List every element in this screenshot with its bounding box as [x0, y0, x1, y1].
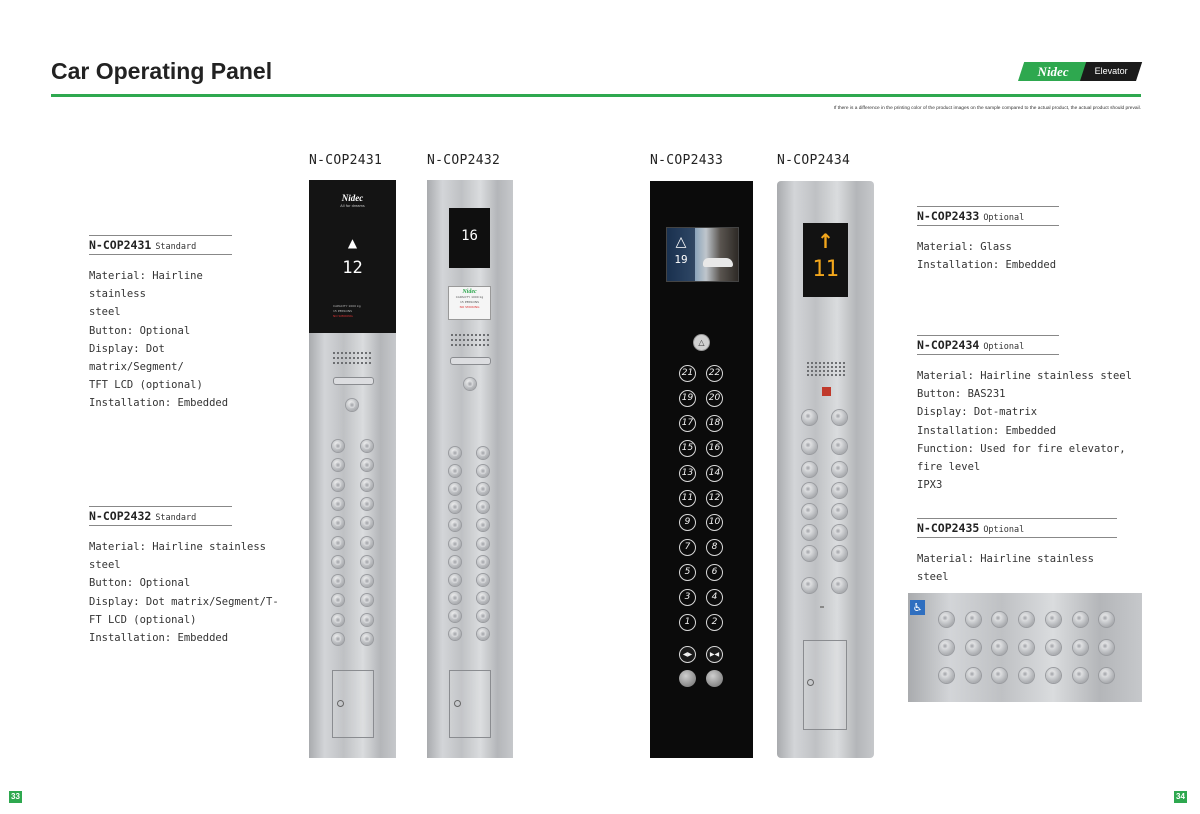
- sensor-bar: [450, 357, 491, 365]
- floor-button[interactable]: [832, 410, 847, 425]
- floor-button[interactable]: [1019, 640, 1034, 655]
- disclaimer: If there is a difference in the printing color of the product images on the sample compared to the actual product, the actual product should prevail.: [833, 106, 1141, 111]
- floor-button[interactable]: [332, 633, 344, 645]
- floor-button[interactable]: [802, 410, 817, 425]
- floor-button[interactable]: [802, 439, 817, 454]
- sensor-dot: [820, 606, 824, 608]
- key-switch[interactable]: [706, 670, 723, 687]
- grille-dot: [831, 366, 833, 368]
- floor-button[interactable]: [477, 483, 489, 495]
- spec-line: Installation: Embedded: [917, 424, 1057, 437]
- floor-button[interactable]: [361, 594, 373, 606]
- floor-button[interactable]: [832, 439, 847, 454]
- floor-button[interactable]: [477, 447, 489, 459]
- dot-matrix-display: [803, 223, 848, 297]
- floor-button[interactable]: 3: [679, 589, 696, 606]
- grille-dot: [361, 357, 363, 359]
- floor-button[interactable]: [477, 628, 489, 640]
- floor-button[interactable]: [332, 614, 344, 626]
- grille-dot: [337, 362, 339, 364]
- grille-dot: [807, 366, 809, 368]
- floor-button[interactable]: [477, 538, 489, 550]
- grille-dot: [823, 370, 825, 372]
- page-number-left: 33: [9, 791, 22, 803]
- floor-button[interactable]: [832, 504, 847, 519]
- panel-cop2434: [777, 181, 874, 758]
- grille-dot: [365, 362, 367, 364]
- grille-dot: [361, 352, 363, 354]
- grille-dot: [341, 357, 343, 359]
- floor-button[interactable]: [332, 537, 344, 549]
- keyhole-icon: [807, 679, 814, 686]
- floor-button[interactable]: 18: [706, 415, 723, 432]
- grille-dot: [349, 357, 351, 359]
- floor-button[interactable]: [332, 556, 344, 568]
- spec-kind: Standard: [155, 242, 197, 252]
- page-title: Car Operating Panel: [51, 58, 273, 84]
- floor-button[interactable]: [992, 640, 1007, 655]
- floor-button[interactable]: [361, 479, 373, 491]
- floor-button[interactable]: 8: [706, 539, 723, 556]
- grille-dot: [827, 362, 829, 364]
- direction-arrow-icon: △: [675, 234, 687, 250]
- grille-dot: [815, 366, 817, 368]
- grille-dot: [827, 370, 829, 372]
- grille-dot: [451, 339, 453, 341]
- grille-dot: [369, 362, 371, 364]
- spec-line: Material: Hairline stainless steel: [917, 370, 1132, 382]
- floor-button[interactable]: [992, 612, 1007, 627]
- grille-dot: [479, 339, 481, 341]
- floor-button[interactable]: [332, 594, 344, 606]
- panel-cop2435: [908, 593, 1142, 702]
- floor-button[interactable]: 22: [706, 365, 723, 382]
- spec-kind: Standard: [155, 513, 197, 523]
- tft-lcd-display: [666, 227, 739, 282]
- spec-line: Material: Hairline stainless steel: [917, 553, 1095, 584]
- grille-dot: [451, 334, 453, 336]
- floor-button[interactable]: [449, 556, 461, 568]
- spec-line: Installation: Embedded: [89, 397, 229, 410]
- model-label-2431: N-COP2431: [309, 153, 383, 168]
- spec-line: IPX3: [917, 479, 943, 492]
- service-cabinet: [803, 640, 847, 730]
- floor-indicator: 16: [461, 228, 478, 244]
- spec-line: Function: Used for fire elevator, fire level: [917, 442, 1126, 474]
- floor-button[interactable]: [802, 462, 817, 477]
- floor-button[interactable]: [361, 517, 373, 529]
- grille-dot: [827, 366, 829, 368]
- floor-button[interactable]: 11: [679, 490, 696, 507]
- nidec-logo: Nidec: [1018, 62, 1088, 81]
- floor-button[interactable]: [1019, 612, 1034, 627]
- panel-cop2433: [650, 181, 753, 758]
- grille-dot: [475, 344, 477, 346]
- grille-dot: [455, 334, 457, 336]
- spec-2434: [917, 335, 1132, 494]
- floor-button[interactable]: 9: [679, 514, 696, 531]
- grille-dot: [467, 334, 469, 336]
- floor-button[interactable]: [449, 538, 461, 550]
- grille-dot: [357, 362, 359, 364]
- spec-2432: [89, 506, 279, 647]
- spec-name: N-COP2433: [917, 209, 980, 223]
- sensor-bar: [333, 377, 374, 385]
- grille-dot: [475, 334, 477, 336]
- floor-button[interactable]: [1099, 668, 1114, 683]
- grille-dot: [349, 362, 351, 364]
- grille-dot: [827, 374, 829, 376]
- service-cabinet: [332, 670, 374, 738]
- grille-dot: [835, 366, 837, 368]
- floor-button[interactable]: [477, 592, 489, 604]
- grille-dot: [349, 352, 351, 354]
- direction-arrow-icon: ▲: [347, 236, 358, 250]
- grille-dot: [843, 362, 845, 364]
- floor-button[interactable]: [449, 610, 461, 622]
- floor-button[interactable]: [361, 498, 373, 510]
- grille-dot: [463, 334, 465, 336]
- grille-dot: [365, 352, 367, 354]
- grille-dot: [807, 370, 809, 372]
- floor-button[interactable]: 17: [679, 415, 696, 432]
- spec-line: Material: Glass: [917, 241, 1012, 253]
- grille-dot: [369, 357, 371, 359]
- floor-button[interactable]: [939, 640, 954, 655]
- lcd-info-strip: [667, 228, 695, 281]
- display-glass: [309, 180, 396, 333]
- floor-button[interactable]: [361, 614, 373, 626]
- grille-dot: [353, 357, 355, 359]
- floor-button[interactable]: [832, 462, 847, 477]
- grille-dot: [341, 352, 343, 354]
- grille-dot: [843, 374, 845, 376]
- grille-dot: [839, 370, 841, 372]
- floor-button[interactable]: [477, 610, 489, 622]
- grille-dot: [819, 362, 821, 364]
- grille-dot: [455, 344, 457, 346]
- floor-button[interactable]: [1099, 612, 1114, 627]
- service-cabinet: [449, 670, 491, 738]
- keyhole-icon: [454, 700, 461, 707]
- spec-line: Installation: Embedded: [917, 259, 1057, 272]
- grille-dot: [455, 339, 457, 341]
- grille-dot: [459, 344, 461, 346]
- spec-kind: Optional: [983, 525, 1025, 535]
- model-label-2434: N-COP2434: [777, 153, 851, 168]
- grille-dot: [487, 344, 489, 346]
- floor-button[interactable]: [802, 525, 817, 540]
- floor-indicator: 12: [342, 258, 363, 278]
- key-switch[interactable]: [679, 670, 696, 687]
- floor-button[interactable]: [832, 546, 847, 561]
- floor-button[interactable]: 1: [679, 614, 696, 631]
- grille-dot: [337, 357, 339, 359]
- floor-button[interactable]: [332, 517, 344, 529]
- floor-button[interactable]: [477, 556, 489, 568]
- grille-dot: [831, 362, 833, 364]
- floor-button[interactable]: [449, 519, 461, 531]
- display-window: [449, 208, 490, 268]
- spec-name: N-COP2432: [89, 509, 152, 523]
- floor-button[interactable]: 21: [679, 365, 696, 382]
- floor-button[interactable]: 6: [706, 564, 723, 581]
- floor-button[interactable]: 4: [706, 589, 723, 606]
- floor-button[interactable]: 14: [706, 465, 723, 482]
- speaker-grille: [451, 334, 491, 348]
- grille-dot: [451, 344, 453, 346]
- floor-button[interactable]: [332, 575, 344, 587]
- spec-line: FT LCD (optional): [89, 613, 197, 626]
- door-open-button[interactable]: ◀▶: [679, 646, 696, 663]
- grille-dot: [811, 370, 813, 372]
- floor-button[interactable]: [802, 578, 817, 593]
- grille-dot: [479, 344, 481, 346]
- grille-dot: [345, 352, 347, 354]
- spec-line: Material: Hairline stainless: [89, 270, 203, 301]
- floor-button[interactable]: [802, 546, 817, 561]
- grille-dot: [337, 352, 339, 354]
- grille-dot: [479, 334, 481, 336]
- floor-button[interactable]: [832, 578, 847, 593]
- grille-dot: [811, 362, 813, 364]
- grille-dot: [487, 339, 489, 341]
- floor-button[interactable]: [832, 525, 847, 540]
- grille-dot: [333, 362, 335, 364]
- floor-button[interactable]: [361, 440, 373, 452]
- grille-dot: [471, 344, 473, 346]
- floor-button[interactable]: [332, 459, 344, 471]
- grille-dot: [819, 370, 821, 372]
- plate-logo: Nidec: [462, 289, 477, 295]
- floor-button[interactable]: [449, 465, 461, 477]
- floor-button[interactable]: 13: [679, 465, 696, 482]
- direction-arrow-icon: ↑: [817, 229, 834, 253]
- grille-dot: [369, 352, 371, 354]
- grille-dot: [345, 362, 347, 364]
- floor-button[interactable]: [966, 668, 981, 683]
- grille-dot: [357, 352, 359, 354]
- spec-line: Display: Dot matrix/Segment/: [89, 342, 184, 374]
- grille-dot: [361, 362, 363, 364]
- spec-2433: [917, 206, 1059, 274]
- grille-dot: [471, 334, 473, 336]
- page-number-right: 34: [1174, 791, 1187, 803]
- grille-dot: [819, 366, 821, 368]
- floor-button[interactable]: 20: [706, 390, 723, 407]
- floor-button[interactable]: [361, 556, 373, 568]
- floor-button[interactable]: [449, 447, 461, 459]
- spec-line: Material: Hairline stainless steel: [89, 541, 267, 572]
- panel-cop2431: [309, 180, 396, 758]
- grille-dot: [365, 357, 367, 359]
- grille-dot: [815, 370, 817, 372]
- grille-dot: [463, 339, 465, 341]
- grille-dot: [831, 370, 833, 372]
- grille-dot: [835, 362, 837, 364]
- floor-button[interactable]: [449, 592, 461, 604]
- floor-button[interactable]: [1046, 668, 1061, 683]
- grille-dot: [839, 366, 841, 368]
- floor-button[interactable]: [939, 668, 954, 683]
- floor-button[interactable]: [361, 459, 373, 471]
- door-close-button[interactable]: ▶◀: [706, 646, 723, 663]
- spec-2431: [89, 235, 232, 413]
- floor-button[interactable]: 5: [679, 564, 696, 581]
- spec-name: N-COP2435: [917, 521, 980, 535]
- grille-dot: [333, 357, 335, 359]
- grille-dot: [345, 357, 347, 359]
- call-button[interactable]: [346, 399, 358, 411]
- floor-button[interactable]: [992, 668, 1007, 683]
- floor-button[interactable]: 2: [706, 614, 723, 631]
- floor-button[interactable]: [802, 483, 817, 498]
- grille-dot: [811, 374, 813, 376]
- floor-button[interactable]: [1046, 640, 1061, 655]
- spec-line: Display: Dot-matrix: [917, 406, 1038, 419]
- floor-button[interactable]: [361, 537, 373, 549]
- floor-button[interactable]: [449, 483, 461, 495]
- floor-button[interactable]: [477, 519, 489, 531]
- capacity-plate: CAPACITY 1000 kg 15 PERSONS NO SMOKING: [333, 304, 361, 318]
- grille-dot: [835, 374, 837, 376]
- floor-button[interactable]: [1073, 640, 1088, 655]
- spec-name: N-COP2434: [917, 338, 980, 352]
- grille-dot: [835, 370, 837, 372]
- grille-dot: [467, 344, 469, 346]
- grille-dot: [823, 362, 825, 364]
- floor-indicator: 19: [674, 253, 688, 266]
- grille-dot: [333, 352, 335, 354]
- floor-button[interactable]: 7: [679, 539, 696, 556]
- model-label-2433: N-COP2433: [650, 153, 724, 168]
- floor-button[interactable]: [477, 574, 489, 586]
- spec-line: Installation: Embedded: [89, 632, 229, 645]
- panel-cop2432: [427, 180, 513, 758]
- spec-line: Button: Optional: [89, 324, 191, 337]
- model-label-2432: N-COP2432: [427, 153, 501, 168]
- floor-button[interactable]: 16: [706, 440, 723, 457]
- speaker-grille: [807, 362, 847, 376]
- grille-dot: [815, 362, 817, 364]
- spec-line: Display: Dot matrix/Segment/T-: [89, 595, 279, 608]
- grille-dot: [831, 374, 833, 376]
- grille-dot: [839, 374, 841, 376]
- floor-button[interactable]: [477, 501, 489, 513]
- grille-dot: [823, 374, 825, 376]
- brand-tag: Elevator: [1080, 62, 1142, 81]
- panel-logo: Nidec: [341, 193, 364, 203]
- floor-button[interactable]: [1073, 612, 1088, 627]
- floor-button[interactable]: [361, 633, 373, 645]
- floor-button[interactable]: [361, 575, 373, 587]
- floor-button[interactable]: [802, 504, 817, 519]
- grille-dot: [341, 362, 343, 364]
- spec-line: Button: Optional: [89, 577, 191, 590]
- speaker-grille: [333, 352, 373, 366]
- floor-button[interactable]: [939, 612, 954, 627]
- spec-line: steel: [89, 306, 121, 319]
- grille-dot: [843, 366, 845, 368]
- grille-dot: [459, 334, 461, 336]
- floor-button[interactable]: [449, 628, 461, 640]
- grille-dot: [843, 370, 845, 372]
- grille-dot: [483, 339, 485, 341]
- grille-dot: [823, 366, 825, 368]
- grille-dot: [475, 339, 477, 341]
- floor-button[interactable]: [966, 612, 981, 627]
- floor-button[interactable]: [966, 640, 981, 655]
- floor-button[interactable]: [477, 465, 489, 477]
- floor-button[interactable]: [1019, 668, 1034, 683]
- floor-button[interactable]: 10: [706, 514, 723, 531]
- floor-button[interactable]: [332, 440, 344, 452]
- grille-dot: [353, 352, 355, 354]
- grille-dot: [357, 357, 359, 359]
- grille-dot: [807, 374, 809, 376]
- spec-kind: Optional: [983, 342, 1025, 352]
- floor-button[interactable]: 12: [706, 490, 723, 507]
- floor-button[interactable]: [832, 483, 847, 498]
- alarm-bell-button[interactable]: △: [693, 334, 710, 351]
- grille-dot: [483, 344, 485, 346]
- floor-button[interactable]: 19: [679, 390, 696, 407]
- fire-icon: [822, 387, 831, 396]
- floor-button[interactable]: [1046, 612, 1061, 627]
- panel-slogan: All for dreams: [340, 204, 365, 208]
- brand-badge: [1018, 62, 1140, 81]
- grille-dot: [353, 362, 355, 364]
- grille-dot: [815, 374, 817, 376]
- spec-line: Button: BAS231: [917, 388, 1006, 401]
- floor-button[interactable]: 15: [679, 440, 696, 457]
- grille-dot: [483, 334, 485, 336]
- floor-button[interactable]: [449, 574, 461, 586]
- keyhole-icon: [337, 700, 344, 707]
- car-image: [703, 258, 733, 267]
- spec-2435: [917, 518, 1117, 586]
- spec-line: TFT LCD (optional): [89, 379, 203, 392]
- call-button[interactable]: [464, 378, 476, 390]
- grille-dot: [487, 334, 489, 336]
- header-rule: [51, 94, 1141, 97]
- grille-dot: [463, 344, 465, 346]
- floor-button[interactable]: [332, 498, 344, 510]
- grille-dot: [467, 339, 469, 341]
- grille-dot: [839, 362, 841, 364]
- floor-button[interactable]: [1073, 668, 1088, 683]
- grille-dot: [807, 362, 809, 364]
- floor-indicator: 11: [812, 257, 839, 282]
- grille-dot: [811, 366, 813, 368]
- grille-dot: [819, 374, 821, 376]
- floor-button[interactable]: [1099, 640, 1114, 655]
- grille-dot: [471, 339, 473, 341]
- floor-button[interactable]: [332, 479, 344, 491]
- capacity-plate: Nidec CAPACITY 1000 kg 15 PERSONS NO SMOKING: [448, 286, 491, 320]
- floor-button[interactable]: [449, 501, 461, 513]
- grille-dot: [459, 339, 461, 341]
- spec-name: N-COP2431: [89, 238, 152, 252]
- wheelchair-icon: ♿: [910, 600, 925, 615]
- spec-kind: Optional: [983, 213, 1025, 223]
